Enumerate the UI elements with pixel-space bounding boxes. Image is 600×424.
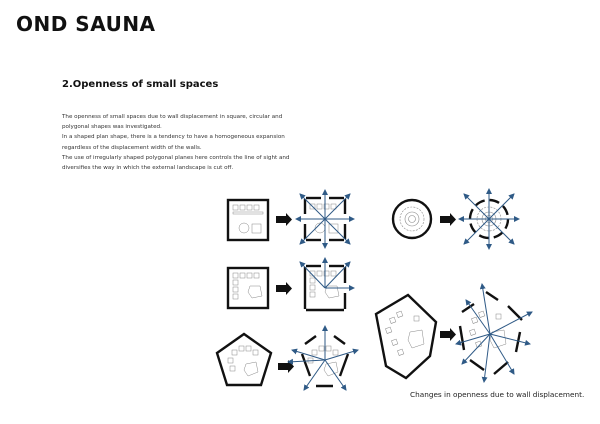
- logo-text: OND SAUNA: [16, 12, 156, 36]
- l-square-opened-plan: [300, 258, 354, 310]
- description-paragraph-3: The use of irregularly shaped polygonal planes here controls the line of sight and diversifies the way in which the external landscape is cut off.: [62, 154, 290, 172]
- irregular-polygon-closed-plan: [376, 295, 436, 378]
- square-opened-plan: [296, 190, 354, 248]
- diagram-caption: Changes in openness due to wall displacement.: [410, 390, 585, 399]
- circle-closed-plan: [393, 200, 431, 238]
- description-paragraph-2: In a shaped plan shape, there is a tendency to have a homogeneous expansion regardless of the displacement width of the walls.: [62, 134, 285, 151]
- pentagon-closed-plan: [217, 334, 271, 385]
- l-square-closed-plan: [228, 268, 268, 308]
- transition-arrow-icon: [276, 213, 292, 226]
- circle-opened-plan: [459, 189, 519, 249]
- description-paragraph-1: The openness of small spaces due to wall displacement in square, circular and polygonal shapes was investigated.: [62, 114, 283, 131]
- section-title: 2.Openness of small spaces: [62, 79, 219, 90]
- transition-arrow-icon: [440, 213, 456, 226]
- square-closed-plan: [228, 200, 268, 240]
- transition-arrow-icon: [440, 328, 456, 341]
- transition-arrow-icon: [276, 282, 292, 295]
- pentagon-opened-plan: [288, 326, 358, 390]
- irregular-polygon-opened-plan: [456, 284, 532, 382]
